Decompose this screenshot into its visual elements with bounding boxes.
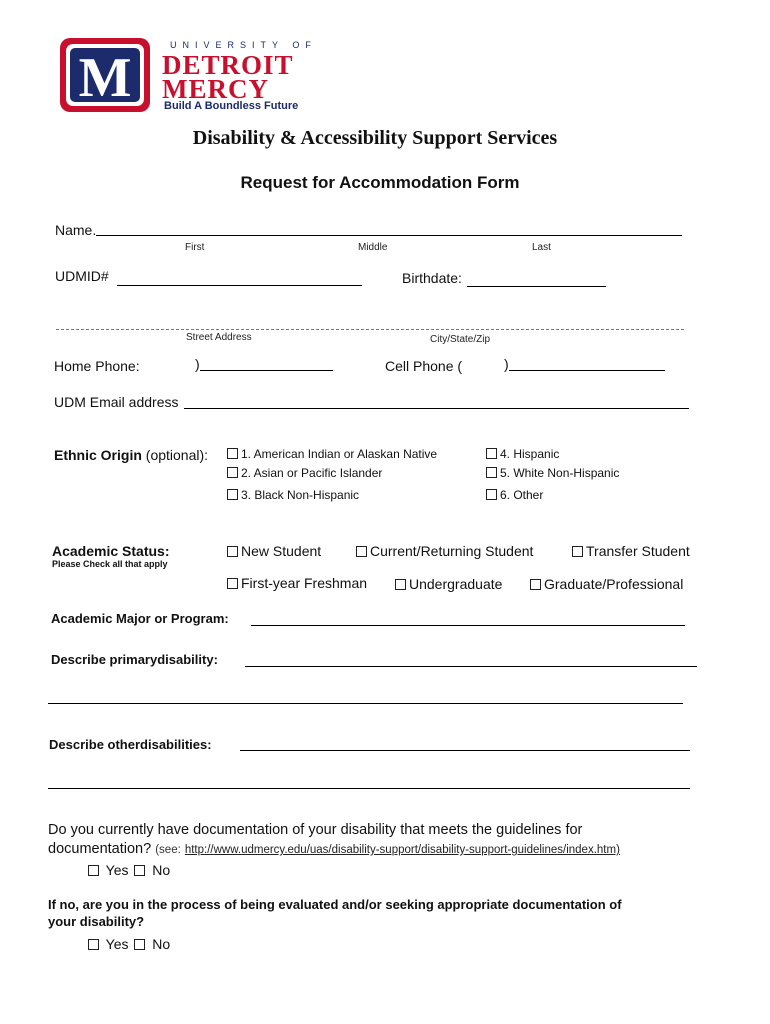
home-phone-field[interactable] (200, 370, 333, 371)
status-current-returning[interactable] (356, 543, 533, 559)
monogram-icon (58, 36, 154, 114)
checkbox-icon[interactable] (356, 546, 367, 557)
checkbox-icon[interactable] (227, 546, 238, 557)
logo-mercy: MERCY (162, 74, 269, 104)
documentation-yes: Yes (105, 862, 129, 878)
birthdate-field[interactable] (467, 286, 606, 287)
evaluation-no: No (152, 936, 171, 952)
last-caption: Last (532, 242, 551, 253)
status-transfer[interactable] (572, 543, 690, 559)
checkbox-icon[interactable] (134, 865, 145, 876)
status-first-year[interactable] (227, 575, 367, 591)
checkbox-icon[interactable] (486, 448, 497, 459)
ethnic-option-5-label: 5. White Non-Hispanic (500, 466, 620, 480)
checkbox-icon[interactable] (227, 448, 238, 459)
ethnic-label: Ethnic Origin (54, 447, 142, 463)
major-field[interactable] (251, 625, 685, 626)
name-field[interactable] (96, 235, 682, 236)
ethnic-option-3[interactable] (227, 488, 359, 502)
documentation-guidelines-link[interactable]: http://www.udmercy.edu/uas/disability-support/disability-support-guidelines/index.htm) (184, 844, 620, 856)
documentation-see: (see: (155, 844, 181, 856)
logo-university-of: UNIVERSITY OF (170, 40, 317, 50)
documentation-answer (88, 862, 170, 878)
name-label: Name. (55, 222, 97, 238)
ethnic-option-4-label: 4. Hispanic (500, 447, 560, 461)
checkbox-icon[interactable] (88, 939, 99, 950)
status-graduate[interactable] (530, 576, 683, 592)
checkbox-icon[interactable] (134, 939, 145, 950)
documentation-question: Do you currently have documentation of your disability that meets the guidelines for (48, 822, 583, 838)
evaluation-question: If no, are you in the process of being evaluated and/or seeking appropriate documentation of (48, 897, 622, 912)
ethnic-option-1[interactable] (227, 447, 437, 461)
primary-disability-field[interactable] (245, 666, 697, 667)
checkbox-icon[interactable] (227, 467, 238, 478)
status-undergraduate[interactable] (395, 576, 502, 592)
documentation-no: No (152, 862, 171, 878)
evaluation-question-2: your disability? (48, 914, 145, 929)
status-new-student[interactable] (227, 543, 321, 559)
ethnic-option-4[interactable] (486, 447, 559, 461)
ethnic-option-6-label: 6. Other (500, 488, 544, 502)
checkbox-icon[interactable] (227, 489, 238, 500)
checkbox-icon[interactable] (572, 546, 583, 557)
ethnic-option-3-label: 3. Black Non-Hispanic (241, 488, 360, 502)
university-logo (58, 36, 348, 116)
ethnic-optional: (optional): (145, 447, 209, 463)
udmid-label: UDMID# (55, 268, 109, 284)
other-disabilities-field-2[interactable] (48, 788, 690, 789)
status-undergraduate-label: Undergraduate (409, 576, 503, 592)
page-title: Disability & Accessibility Support Services (192, 127, 558, 149)
other-disabilities-label: Describe otherdisabilities: (49, 737, 212, 752)
cell-phone-label: Cell Phone ( (385, 358, 463, 374)
street-caption: Street Address (186, 332, 252, 343)
udmid-field[interactable] (117, 285, 362, 286)
status-first-year-label: First-year Freshman (241, 575, 368, 591)
documentation-question-line2 (48, 841, 620, 857)
ethnic-option-2[interactable] (227, 466, 382, 480)
checkbox-icon[interactable] (227, 578, 238, 589)
ethnic-option-5[interactable] (486, 466, 619, 480)
evaluation-answer (88, 936, 170, 952)
academic-status-label: Academic Status: (52, 543, 170, 559)
email-label: UDM Email address (54, 394, 179, 410)
ethnic-label-row (54, 447, 208, 463)
ethnic-option-6[interactable] (486, 488, 543, 502)
birthdate-label: Birthdate: (402, 270, 462, 286)
cell-phone-field[interactable] (509, 370, 665, 371)
other-disabilities-field[interactable] (240, 750, 690, 751)
logo-tagline: Build A Boundless Future (164, 100, 299, 112)
status-current-returning-label: Current/Returning Student (370, 543, 534, 559)
status-transfer-label: Transfer Student (586, 543, 690, 559)
ethnic-option-1-label: 1. American Indian or Alaskan Native (241, 447, 438, 461)
academic-status-note: Please Check all that apply (52, 559, 168, 569)
home-phone-paren: ) (195, 356, 200, 372)
city-caption: City/State/Zip (430, 334, 491, 345)
home-phone-label: Home Phone: (54, 358, 140, 374)
primary-disability-label: Describe primarydisability: (51, 652, 218, 667)
email-field[interactable] (184, 408, 689, 409)
major-label: Academic Major or Program: (51, 611, 229, 626)
first-caption: First (185, 242, 205, 253)
ethnic-option-2-label: 2. Asian or Pacific Islander (241, 466, 383, 480)
primary-disability-field-2[interactable] (48, 703, 683, 704)
status-new-student-label: New Student (241, 543, 322, 559)
middle-caption: Middle (358, 242, 388, 253)
documentation-question-2: documentation? (48, 841, 152, 857)
checkbox-icon[interactable] (395, 579, 406, 590)
svg-text:M: M (78, 47, 132, 109)
evaluation-yes: Yes (105, 936, 129, 952)
form-subtitle: Request for Accommodation Form (240, 173, 520, 192)
address-field[interactable] (56, 329, 684, 330)
checkbox-icon[interactable] (486, 467, 497, 478)
cell-phone-paren: ) (504, 356, 509, 372)
status-graduate-label: Graduate/Professional (544, 576, 684, 592)
checkbox-icon[interactable] (530, 579, 541, 590)
logo-detroit: DETROIT (162, 50, 294, 80)
checkbox-icon[interactable] (486, 489, 497, 500)
checkbox-icon[interactable] (88, 865, 99, 876)
